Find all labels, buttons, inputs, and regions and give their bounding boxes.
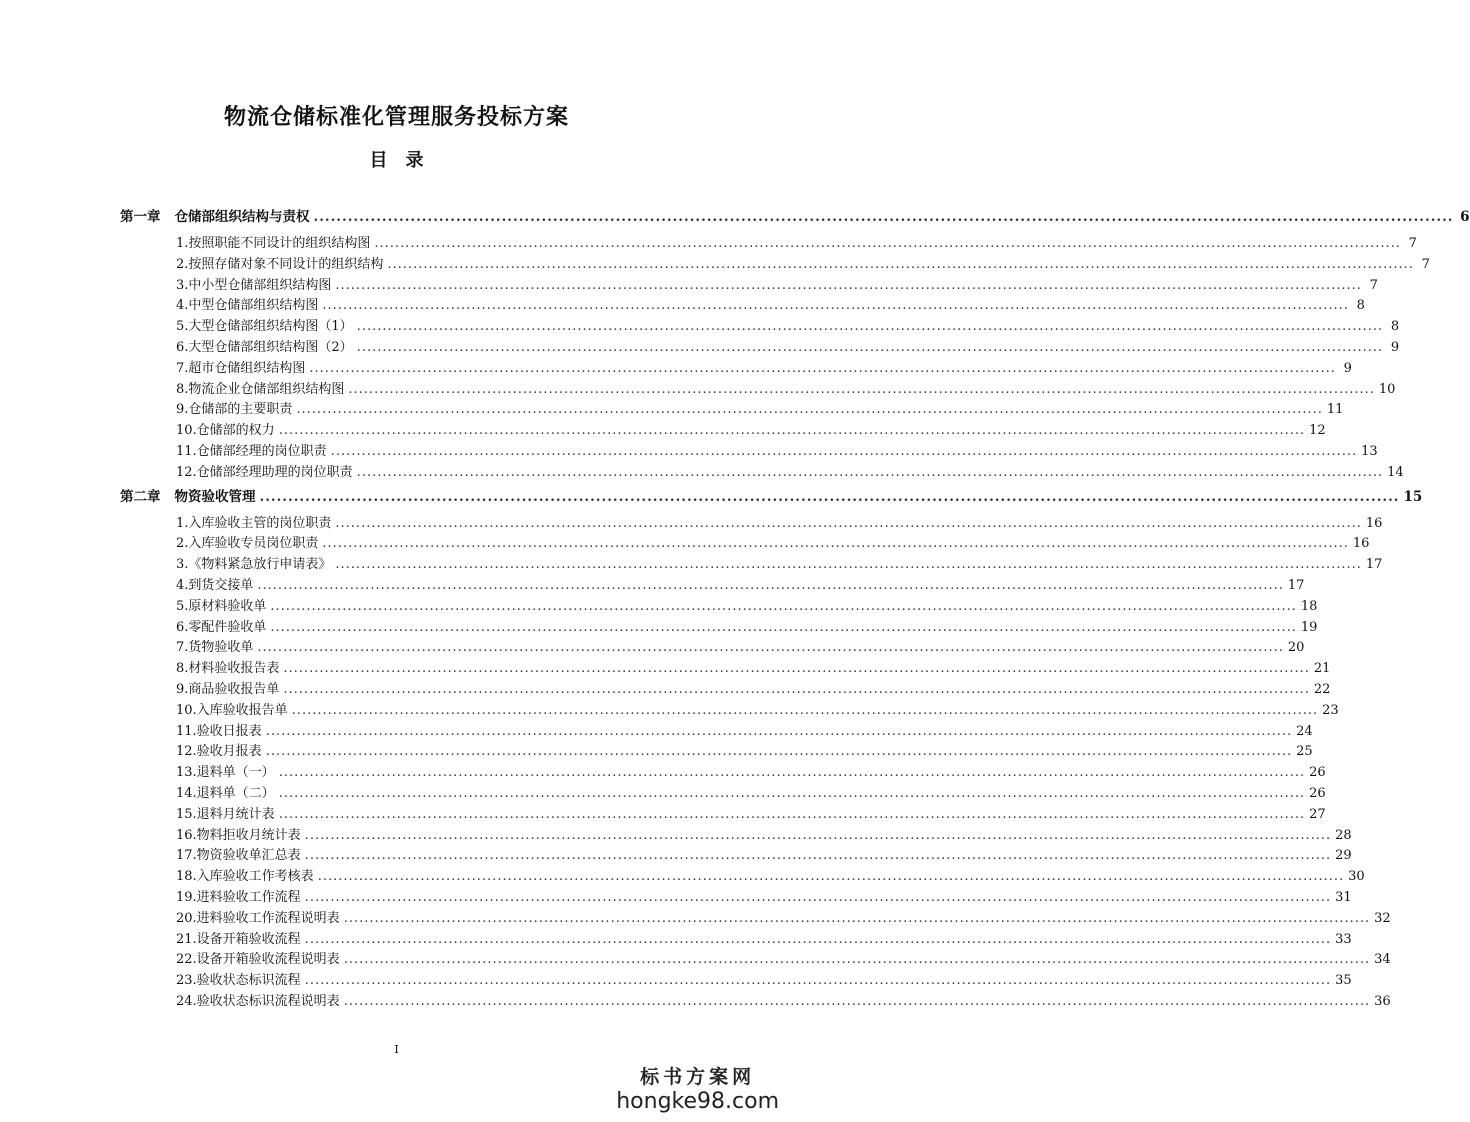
toc-entry-label: 10.入库验收报告单 <box>176 702 288 718</box>
toc-entry-label: 5.大型仓储部组织结构图（1） <box>176 319 353 335</box>
toc-item-row[interactable] <box>176 461 1404 480</box>
toc-leader-dots: ........................................................................................................................................................................................................ <box>335 515 1362 531</box>
toc-item-row[interactable] <box>176 378 1396 397</box>
toc-page-number: 25 <box>1296 744 1313 760</box>
page-number: I <box>394 1043 399 1056</box>
toc-leader-dots: ........................................................................................................................................................................................................ <box>265 723 1293 739</box>
toc-entry-label: 8.材料验收报告表 <box>176 661 280 677</box>
toc-entry-label: 20.进料验收工作流程说明表 <box>176 910 340 926</box>
toc-item-row[interactable] <box>176 232 1417 251</box>
toc-page-number: 33 <box>1335 931 1352 947</box>
toc-entry-label: 4.到货交接单 <box>176 578 254 593</box>
toc-item-row[interactable] <box>176 720 1313 739</box>
toc-page-number: 6 <box>1460 209 1470 225</box>
toc-page-number: 34 <box>1374 952 1391 968</box>
toc-leader-dots: ........................................................................................................................................................................................................ <box>343 952 1371 968</box>
toc-entry-label: 7.货物验收单 <box>176 640 254 656</box>
toc-item-row[interactable] <box>176 782 1326 801</box>
toc-item-row[interactable] <box>176 616 1318 635</box>
toc-entry-label: 1.入库验收主管的岗位职责 <box>176 515 332 531</box>
toc-item-row[interactable] <box>176 274 1378 293</box>
toc-leader-dots: ........................................................................................................................................................................................................ <box>278 806 1306 822</box>
toc-page-number: 10 <box>1378 381 1396 397</box>
toc-leader-dots: ........................................................................................................................................................................................................ <box>330 444 1358 459</box>
toc-item-row[interactable] <box>176 336 1400 355</box>
toc-chapter-row[interactable] <box>120 485 1423 505</box>
toc-page-number: 29 <box>1335 848 1352 864</box>
toc-leader-dots: ........................................................................................................................................................................................................ <box>374 236 1401 251</box>
toc-item-row[interactable] <box>176 636 1305 656</box>
toc-item-row[interactable] <box>176 865 1365 885</box>
toc-entry-label: 19.进料验收工作流程 <box>176 890 301 905</box>
toc-leader-dots: ........................................................................................................................................................................................................ <box>356 340 1384 355</box>
toc-entry-label: 11.验收日报表 <box>176 723 262 739</box>
toc-entry-label: 15.退料月统计表 <box>176 806 275 822</box>
toc-entry-label: 6.零配件验收单 <box>176 619 267 635</box>
toc-entry-label: 2.入库验收专员岗位职责 <box>176 536 319 552</box>
toc-page-number: 16 <box>1352 536 1370 552</box>
toc-entry-label: 11.仓储部经理的岗位职责 <box>176 444 327 459</box>
toc-entry-label: 12.仓储部经理助理的岗位职责 <box>176 464 353 480</box>
toc-entry-label: 3.中小型仓储部组织结构图 <box>176 277 332 293</box>
toc-entry-label: 18.入库验收工作考核表 <box>176 869 314 885</box>
toc-page-number: 7 <box>1369 277 1378 293</box>
toc-chapter-title: 物资验收管理 <box>174 488 256 505</box>
toc-item-row[interactable] <box>176 357 1352 376</box>
toc-entry-label: 12.验收月报表 <box>176 744 262 760</box>
toc-leader-dots: ........................................................................................................................................................................................................ <box>317 869 1345 885</box>
toc-page-number: 30 <box>1348 869 1365 885</box>
toc-entry-label: 24.验收状态标识流程说明表 <box>176 994 340 1009</box>
toc-entry-label: 23.验收状态标识流程 <box>176 973 301 989</box>
toc-item-row[interactable] <box>176 844 1352 864</box>
toc-entry-label: 16.物料拒收月统计表 <box>176 827 301 843</box>
toc-entry-label: 10.仓储部的权力 <box>176 423 275 439</box>
toc-page-number: 12 <box>1309 423 1326 439</box>
toc-page-number: 22 <box>1313 682 1331 697</box>
toc-page-number: 24 <box>1296 723 1313 739</box>
toc-page-number: 13 <box>1361 444 1378 459</box>
toc-item-row[interactable] <box>176 740 1313 760</box>
toc-leader-dots: ........................................................................................................................................................................................................ <box>335 557 1362 573</box>
toc-leader-dots: ........................................................................................................................................................................................................ <box>387 256 1414 272</box>
toc-leader-dots: ........................................................................................................................................................................................................ <box>259 488 1400 505</box>
toc-page-number: 15 <box>1403 488 1423 505</box>
toc-item-row[interactable] <box>176 440 1378 459</box>
toc-item-row[interactable] <box>176 253 1430 272</box>
toc-leader-dots: ........................................................................................................................................................................................................ <box>304 827 1332 843</box>
toc-item-row[interactable] <box>176 886 1352 905</box>
toc-leader-dots: ........................................................................................................................................................................................................ <box>313 209 1454 225</box>
toc-leader-dots: ........................................................................................................................................................................................................ <box>304 848 1332 864</box>
toc-page-number: 8 <box>1356 298 1365 314</box>
toc-leader-dots: ........................................................................................................................................................................................................ <box>343 994 1371 1009</box>
toc-leader-dots: ........................................................................................................................................................................................................ <box>304 890 1332 905</box>
toc-page-number: 16 <box>1365 515 1383 531</box>
toc-entry-label: 9.商品验收报告单 <box>176 682 280 697</box>
toc-page-number: 26 <box>1309 765 1326 781</box>
toc-item-row[interactable] <box>176 419 1326 439</box>
toc-entry-label: 8.物流企业仓储部组织结构图 <box>176 381 345 397</box>
watermark <box>616 1062 779 1114</box>
toc-entry-label: 21.设备开箱验收流程 <box>176 931 301 947</box>
toc-leader-dots: ........................................................................................................................................................................................................ <box>309 360 1336 376</box>
toc-item-row[interactable] <box>176 803 1326 822</box>
toc-leader-dots: ........................................................................................................................................................................................................ <box>304 931 1332 947</box>
toc-leader-dots: ........................................................................................................................................................................................................ <box>283 661 1310 677</box>
toc-item-row[interactable] <box>176 657 1331 677</box>
toc-item-row[interactable] <box>176 678 1331 697</box>
toc-entry-label: 9.仓储部的主要职责 <box>176 402 293 418</box>
toc-leader-dots: ........................................................................................................................................................................................................ <box>283 682 1310 697</box>
toc-item-row[interactable] <box>176 532 1370 552</box>
toc-item-row[interactable] <box>176 928 1352 947</box>
toc-item-row[interactable] <box>176 699 1339 718</box>
toc-page-number: 23 <box>1322 702 1339 718</box>
toc-page-number: 32 <box>1374 910 1391 926</box>
toc-leader-dots: ........................................................................................................................................................................................................ <box>296 402 1323 418</box>
toc-entry-label: 7.超市仓储组织结构图 <box>176 360 306 376</box>
toc-leader-dots: ........................................................................................................................................................................................................ <box>335 277 1362 293</box>
toc-page-number: 36 <box>1374 994 1391 1009</box>
toc-page-number: 28 <box>1335 827 1352 843</box>
toc-item-row[interactable] <box>176 907 1391 926</box>
doc-title: 物流仓储标准化管理服务投标方案 <box>223 104 569 130</box>
toc-entry-label: 5.原材料验收单 <box>176 598 267 614</box>
toc-page-number: 26 <box>1309 786 1326 801</box>
toc-chapter-row[interactable] <box>120 205 1470 225</box>
toc-chapter-number: 第一章 <box>120 209 161 225</box>
toc-chapter-number: 第二章 <box>120 488 161 505</box>
toc-entry-label: 14.退料单（二） <box>176 786 275 801</box>
toc-entry-label <box>120 205 310 225</box>
toc-entry-label <box>120 485 256 505</box>
toc-page-number: 7 <box>1408 236 1417 251</box>
toc-leader-dots: ........................................................................................................................................................................................................ <box>278 423 1306 439</box>
toc-page-number: 18 <box>1300 598 1318 614</box>
toc-item-row[interactable] <box>176 761 1326 781</box>
toc-page-number: 31 <box>1335 890 1352 905</box>
watermark-cn: 标书方案网 <box>640 1066 756 1088</box>
toc-page-number: 35 <box>1335 973 1352 989</box>
toc-leader-dots: ........................................................................................................................................................................................................ <box>270 619 1297 635</box>
toc-item-row[interactable] <box>176 948 1391 968</box>
toc-leader-dots: ........................................................................................................................................................................................................ <box>322 536 1349 552</box>
toc-leader-dots: ........................................................................................................................................................................................................ <box>291 702 1319 718</box>
toc-item-row[interactable] <box>176 398 1344 418</box>
toc-page-number: 20 <box>1287 640 1305 656</box>
toc-leader-dots: ........................................................................................................................................................................................................ <box>304 973 1332 989</box>
toc-item-row[interactable] <box>176 512 1383 531</box>
toc-leader-dots: ........................................................................................................................................................................................................ <box>356 464 1384 480</box>
toc-page-number: 8 <box>1390 319 1400 335</box>
toc-leader-dots: ........................................................................................................................................................................................................ <box>270 598 1297 614</box>
toc-entry-label: 4.中型仓储部组织结构图 <box>176 298 319 314</box>
toc-page-number: 14 <box>1387 464 1404 480</box>
toc-item-row[interactable] <box>176 315 1400 335</box>
toc-entry-label: 1.按照职能不同设计的组织结构图 <box>176 236 371 251</box>
toc-leader-dots: ........................................................................................................................................................................................................ <box>348 381 1375 397</box>
toc-entry-label: 17.物资验收单汇总表 <box>176 848 301 864</box>
toc-leader-dots: ........................................................................................................................................................................................................ <box>343 910 1371 926</box>
toc-item-row[interactable] <box>176 824 1352 843</box>
toc-page-number: 9 <box>1390 340 1400 355</box>
toc-page-number: 21 <box>1313 661 1331 677</box>
toc-leader-dots: ........................................................................................................................................................................................................ <box>278 765 1306 781</box>
toc-page-number: 9 <box>1343 360 1352 376</box>
toc-item-row[interactable] <box>176 990 1391 1009</box>
toc-entry-label: 22.设备开箱验收流程说明表 <box>176 952 340 968</box>
toc-page-number: 19 <box>1300 619 1318 635</box>
toc-entry-label: 13.退料单（一） <box>176 765 275 781</box>
watermark-en: hongke98.com <box>616 1089 779 1114</box>
toc-page-number: 27 <box>1309 806 1326 822</box>
toc-leader-dots: ........................................................................................................................................................................................................ <box>322 298 1349 314</box>
toc-entry-label: 2.按照存储对象不同设计的组织结构 <box>176 256 384 272</box>
toc-leader-dots: ........................................................................................................................................................................................................ <box>356 319 1384 335</box>
toc-item-row[interactable] <box>176 969 1352 989</box>
toc-leader-dots: ........................................................................................................................................................................................................ <box>278 786 1306 801</box>
toc-heading: 目 录 <box>369 150 424 171</box>
toc-item-row[interactable] <box>176 553 1383 573</box>
toc-entry-label: 6.大型仓储部组织结构图（2） <box>176 340 353 355</box>
toc-entry-label: 3.《物料紧急放行申请表》 <box>176 557 332 573</box>
toc-leader-dots: ........................................................................................................................................................................................................ <box>265 744 1293 760</box>
toc-chapter-title: 仓储部组织结构与责权 <box>174 209 310 225</box>
toc-item-row[interactable] <box>176 574 1305 593</box>
toc-page-number: 7 <box>1421 256 1430 272</box>
toc-page-number: 17 <box>1287 578 1305 593</box>
toc-page-number: 11 <box>1326 402 1344 418</box>
toc-leader-dots: ........................................................................................................................................................................................................ <box>257 640 1284 656</box>
toc-item-row[interactable] <box>176 595 1318 614</box>
toc-item-row[interactable] <box>176 294 1365 314</box>
toc-leader-dots: ........................................................................................................................................................................................................ <box>257 578 1284 593</box>
toc-page-number: 17 <box>1365 557 1383 573</box>
